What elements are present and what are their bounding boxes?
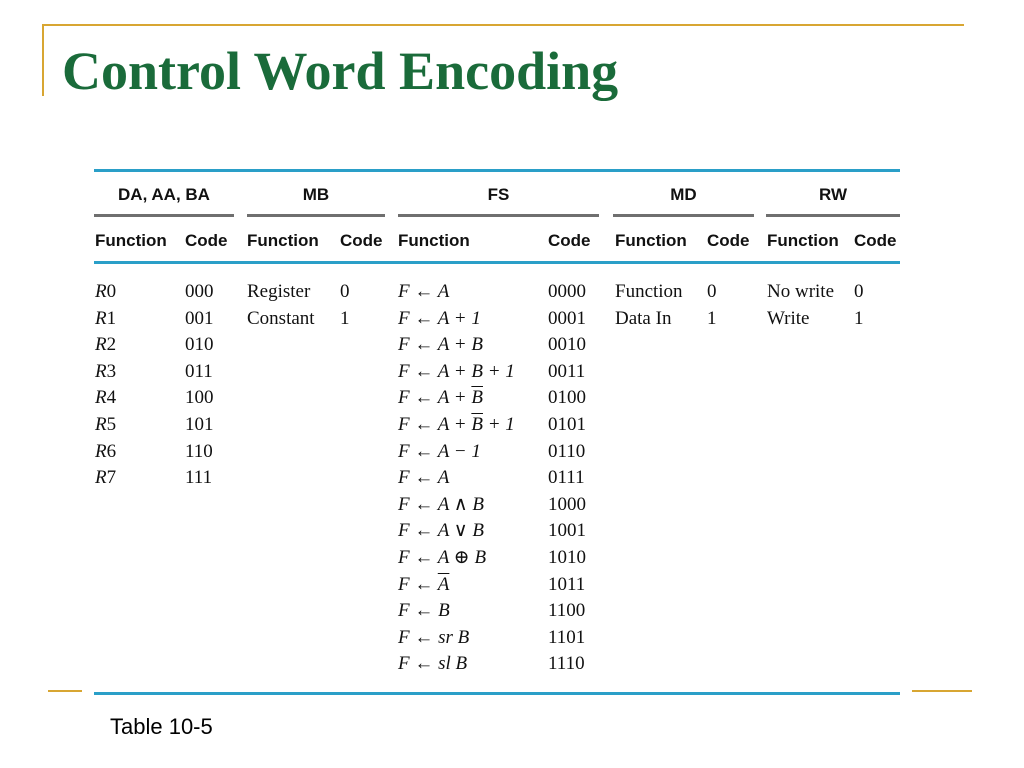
register-index: 5 xyxy=(106,414,117,435)
footer-accent-line-left xyxy=(48,690,82,692)
md-code-cell: 0 xyxy=(707,281,717,302)
fs-function-cell xyxy=(398,653,467,675)
register-code-cell: 011 xyxy=(185,360,213,382)
fs-expr-pre: F ← A + B xyxy=(398,334,483,356)
register-function-cell xyxy=(95,281,116,303)
fs-expr-pre: F ← A ∨ B xyxy=(398,520,485,542)
fs-code-cell: 0000 xyxy=(548,281,586,302)
register-code-cell: 001 xyxy=(185,307,214,329)
fs-code-cell: 1001 xyxy=(548,520,586,542)
fs-code-cell: 1011 xyxy=(548,573,586,595)
fs-expr-pre: F ← xyxy=(398,573,438,595)
fs-function-cell xyxy=(398,441,481,463)
register-index: 3 xyxy=(106,360,117,382)
register-index: 4 xyxy=(106,387,117,409)
table-caption: Table 10-5 xyxy=(110,714,213,739)
register-function-cell xyxy=(95,441,116,463)
group-header-md: MD xyxy=(670,185,697,204)
fs-function-cell xyxy=(398,467,449,489)
mb-function-cell: Register xyxy=(247,281,311,302)
register-function-cell xyxy=(95,334,116,356)
register-code-cell: 000 xyxy=(185,281,214,302)
fs-code-cell: 0101 xyxy=(548,414,586,435)
subheader-function-reg: Function xyxy=(95,231,167,250)
register-index: 0 xyxy=(106,281,117,302)
register-name: R xyxy=(95,414,107,435)
register-index: 2 xyxy=(106,334,117,356)
fs-code-cell: 1110 xyxy=(548,653,585,675)
slide-frame-top-line xyxy=(42,24,964,26)
fs-expr-complement: $\overline{B}$ xyxy=(471,387,483,409)
group-rule-md xyxy=(613,214,754,217)
table-bottom-rule xyxy=(94,692,900,695)
mb-code-cell: 1 xyxy=(340,307,350,329)
fs-expr-pre: F ← sl B xyxy=(398,653,468,675)
fs-function-cell xyxy=(398,414,515,436)
fs-code-cell: 0010 xyxy=(548,334,586,356)
fs-function-cell xyxy=(398,494,484,516)
register-code-cell: 110 xyxy=(185,440,213,462)
register-index: 7 xyxy=(106,467,117,489)
register-name: R xyxy=(95,387,107,409)
register-name: R xyxy=(95,360,107,382)
md-function-cell: Data In xyxy=(615,307,672,329)
register-name: R xyxy=(95,307,107,329)
slide-frame-left-line xyxy=(42,24,44,96)
fs-expr-pre: F ← A − 1 xyxy=(398,440,481,462)
group-rule-rw xyxy=(766,214,900,217)
fs-code-cell: 1000 xyxy=(548,493,586,515)
register-name: R xyxy=(95,467,107,489)
rw-code-cell: 0 xyxy=(854,281,864,302)
register-index: 6 xyxy=(106,440,117,462)
fs-expr-pre: F ← A + 1 xyxy=(398,307,481,329)
register-function-cell xyxy=(95,308,116,330)
subheader-function-fs: Function xyxy=(398,231,470,250)
fs-expr-complement: $\overline{B}$ xyxy=(471,414,483,435)
fs-code-cell: 0011 xyxy=(548,360,586,382)
mb-function-cell: Constant xyxy=(247,307,315,329)
subheader-code-mb: Code xyxy=(340,231,383,250)
fs-expr-pre: F ← B xyxy=(398,600,450,622)
fs-function-cell xyxy=(398,281,449,303)
register-name: R xyxy=(95,281,107,302)
subheader-function-rw: Function xyxy=(767,231,839,250)
register-code-cell: 100 xyxy=(185,387,214,409)
register-function-cell xyxy=(95,414,116,436)
footer-accent-line-right xyxy=(912,690,972,692)
fs-expr-pre: F ← sr B xyxy=(398,626,470,648)
fs-expr-pre: F ← A ⊕ B xyxy=(398,547,487,568)
rw-function-cell: Write xyxy=(767,307,810,329)
fs-code-cell: 1101 xyxy=(548,626,586,648)
fs-expr-pre: F ← A xyxy=(398,281,450,302)
fs-expr-pre: F ← A ∧ B xyxy=(398,493,485,515)
subheader-code-md: Code xyxy=(707,231,750,250)
subheader-function-mb: Function xyxy=(247,231,319,250)
fs-code-cell: 1010 xyxy=(548,547,586,568)
slide-title: Control Word Encoding xyxy=(62,41,619,101)
register-code-cell: 111 xyxy=(185,467,213,489)
fs-code-cell: 0111 xyxy=(548,467,585,489)
subheader-code-reg: Code xyxy=(185,231,228,250)
fs-function-cell xyxy=(398,334,483,356)
fs-code-cell: 0100 xyxy=(548,387,586,409)
fs-expr-complement: $\overline{A}$ xyxy=(437,573,450,595)
rw-code-cell: 1 xyxy=(854,307,864,329)
group-header-mb: MB xyxy=(302,185,330,204)
fs-function-cell xyxy=(398,308,481,330)
register-function-cell xyxy=(95,387,116,409)
register-name: R xyxy=(95,440,107,462)
fs-function-cell xyxy=(398,520,484,542)
group-rule-mb xyxy=(247,214,385,217)
register-function-cell xyxy=(95,467,116,489)
table-top-rule xyxy=(94,169,900,172)
subheader-function-md: Function xyxy=(615,231,687,250)
register-code-cell: 010 xyxy=(185,334,214,356)
fs-code-cell: 0001 xyxy=(548,307,586,329)
group-header-fs: FS xyxy=(487,185,510,204)
fs-function-cell xyxy=(398,600,450,622)
fs-code-cell: 1100 xyxy=(548,600,586,622)
register-name: R xyxy=(95,334,107,356)
rw-function-cell: No write xyxy=(767,281,835,302)
register-index: 1 xyxy=(106,307,117,329)
group-rule-da-aa-ba xyxy=(94,214,234,217)
fs-expr-pre: F ← A + xyxy=(398,414,472,435)
register-code-cell: 101 xyxy=(185,414,214,435)
subheader-code-fs: Code xyxy=(548,231,591,250)
table-header-rule xyxy=(94,261,900,264)
fs-function-cell xyxy=(398,387,483,409)
register-function-cell xyxy=(95,361,116,383)
fs-expr-pre: F ← A + xyxy=(398,387,472,409)
fs-function-cell xyxy=(398,627,469,649)
control-word-table xyxy=(94,169,900,695)
fs-expr-pre: F ← A + B + 1 xyxy=(398,360,515,382)
fs-expr-pre: F ← A xyxy=(398,467,450,489)
group-header-rw: RW xyxy=(818,185,847,204)
fs-expr-post: + 1 xyxy=(482,414,515,435)
fs-code-cell: 0110 xyxy=(548,440,586,462)
fs-function-cell xyxy=(398,361,515,383)
fs-function-cell xyxy=(398,547,486,569)
group-rule-fs xyxy=(398,214,599,217)
group-header-da-aa-ba: DA, AA, BA xyxy=(118,185,210,204)
md-function-cell: Function xyxy=(615,281,683,302)
mb-code-cell: 0 xyxy=(340,281,350,302)
md-code-cell: 1 xyxy=(707,307,717,329)
subheader-code-rw: Code xyxy=(854,231,897,250)
fs-function-cell xyxy=(398,574,449,596)
